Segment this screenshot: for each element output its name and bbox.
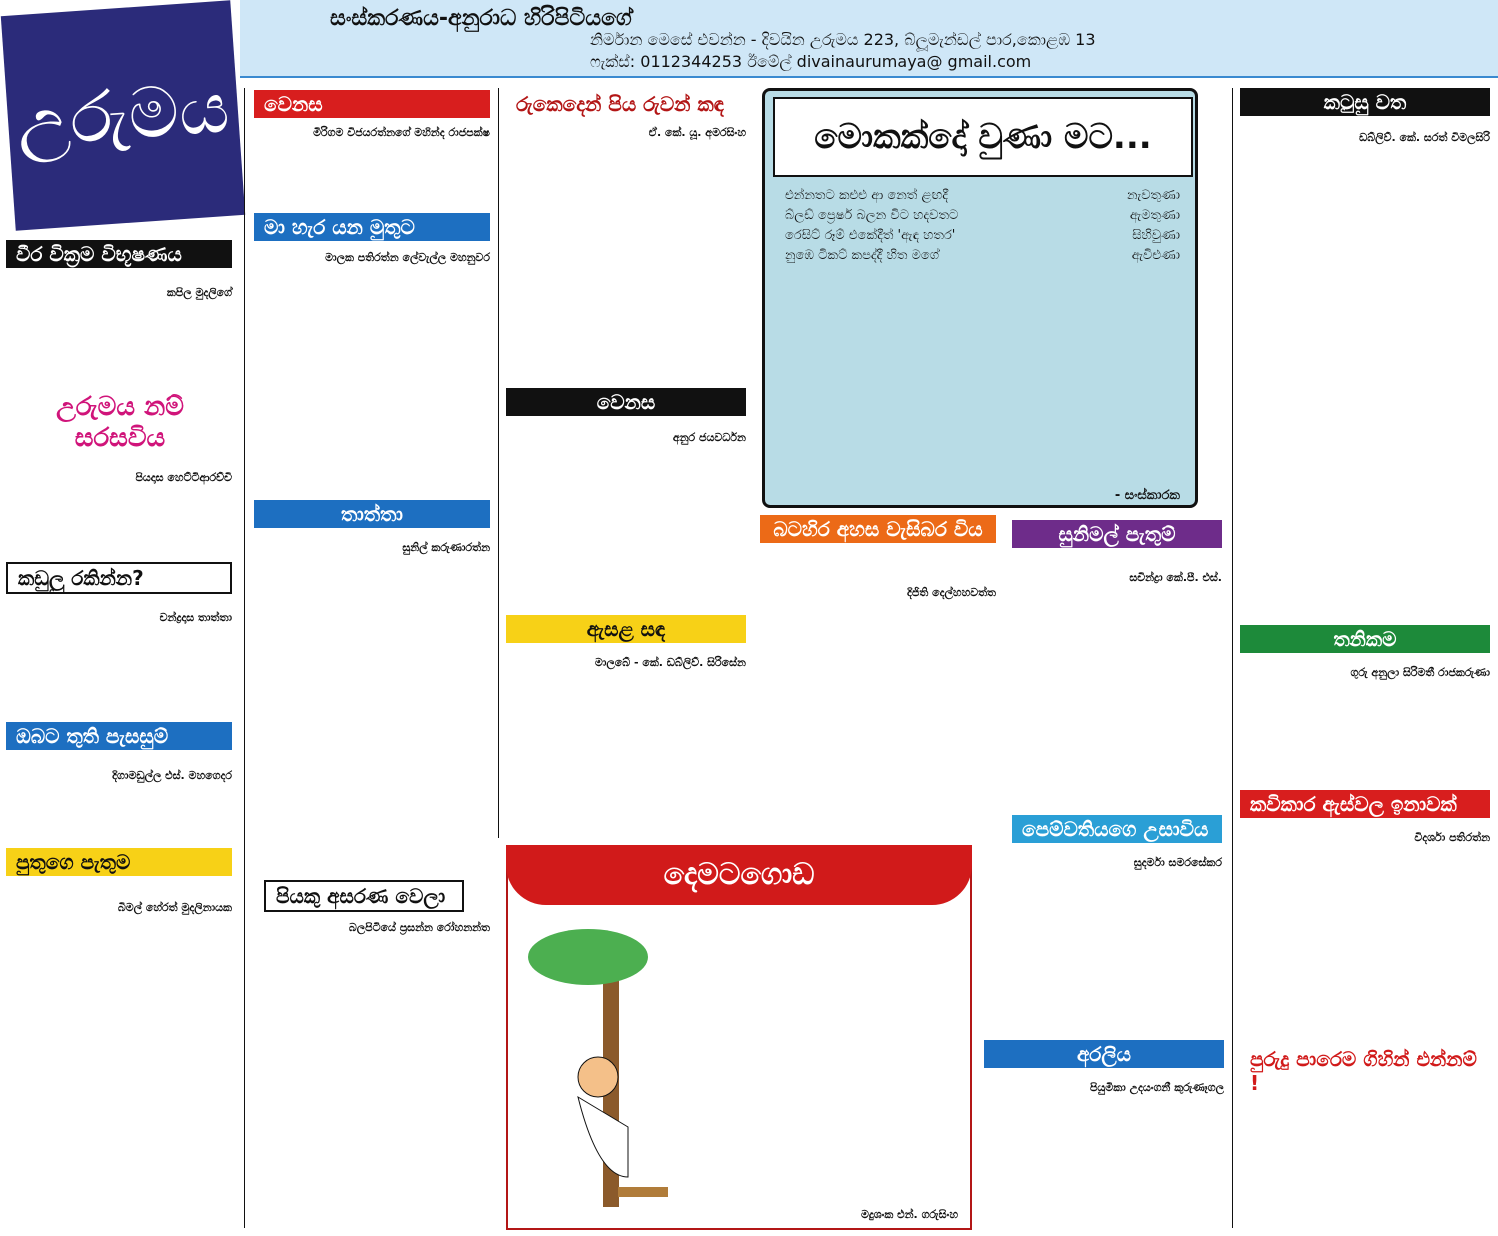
section-title: මා හැර යන මුතුට (254, 213, 490, 241)
section-title: ඇසළ සඳ (506, 615, 746, 643)
masthead (240, 0, 1498, 78)
section-title: අරලිය (984, 1040, 1224, 1068)
page-title: සංස්කරණය-අනුරාධ හිරිපිටියගේ (330, 6, 632, 31)
section-title: වෙනස (254, 90, 490, 118)
section-title: වීර වික්‍රම විභූෂණය (6, 240, 232, 268)
feature-box: මොකක්දෝ වුණා මට... එන්නතට කළුළු ආ නෙත් ළඟදී නැවතුණා බ්ලඩ් ප්‍රෙෂර් බලන විට හදවතට ඇමතුණා රෙසිට් රූම් එකේදීත් 'ඇඳ හතර' සිහිවුණා නුඹෙ ටිකට් කපද්දී හිත මගේ ඇවිළුණා - සංස්කාරක (762, 88, 1198, 508)
logo: උරුමය (1, 0, 245, 231)
section-title: පියකු අසරණ වෙලා (264, 880, 464, 912)
section-title: පෙම්වතියගෙ උසාවිය (1012, 815, 1222, 843)
section-title: කටුසු වත (1240, 88, 1490, 116)
section-title: කඩුලු රකින්න? (6, 562, 232, 594)
address: නිර්මාන මෙසේ එවන්න - දිවයින උරුමය 223, බ්ලූමැන්ඩල් පාර,කොළඹ 13 (590, 30, 1096, 49)
section-title: කවිකාර ඇස්වල ඉනාවක් (1240, 790, 1490, 818)
section-title: වෙනස (506, 388, 746, 416)
dematagoda-title: දෙමටගොඩ (506, 845, 972, 905)
section-title: රුකෙදෙන් පිය රුවන් කඳ (516, 92, 724, 116)
contact: ෆැක්ස්: 0112344253 ඊමේල් divainaurumaya@ gmail.com (590, 52, 1032, 71)
dematagoda-box: දෙමටගොඩ මදුශංක එන්. ගරුසිංහ (506, 845, 972, 1230)
section-title: උරුමය නම් සරසවිය (20, 390, 220, 456)
section-title: තනිකම (1240, 625, 1490, 653)
section-title: පුතුගෙ පැතුම (6, 848, 232, 876)
section-title: සුනිමල් පැතුම් (1012, 520, 1222, 548)
man-illustration (518, 927, 678, 1217)
footer-note: පුරුදු පාරෙම ගිහින් එන්නම් ! (1250, 1047, 1477, 1095)
section-title: ඔබට තුති පැසසුම් (6, 722, 232, 750)
section-title: බටහිර අහස වැසිබර විය (760, 515, 996, 543)
feature-title: මොකක්දෝ වුණා මට... (773, 97, 1193, 177)
section-title: තාත්තා (254, 500, 490, 528)
